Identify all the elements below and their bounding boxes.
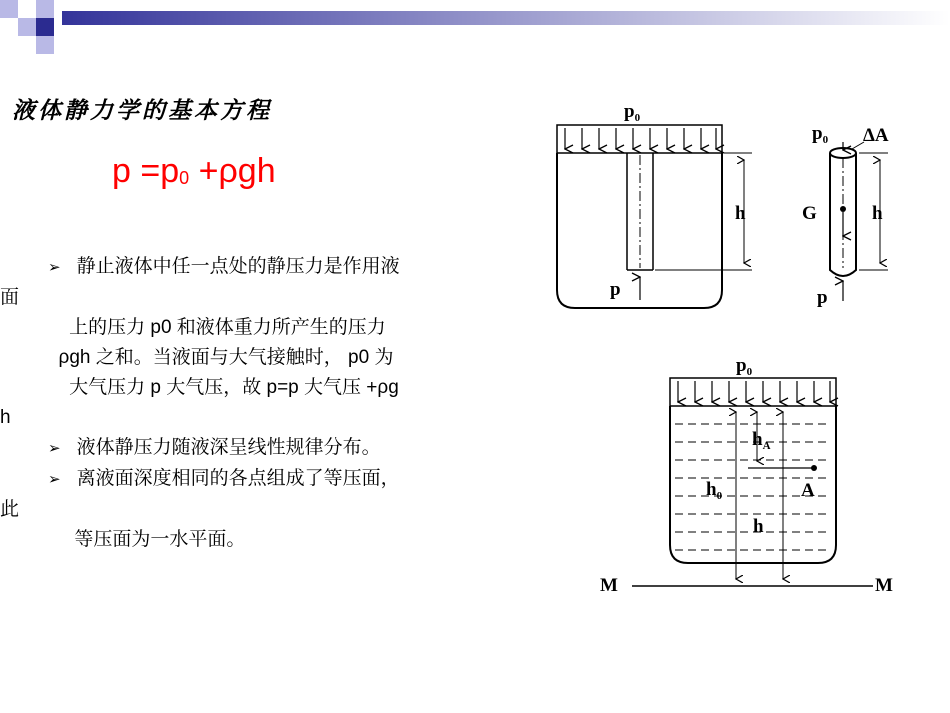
column-h-label: h bbox=[872, 203, 883, 224]
tank-two-h0-label: $h_0$ bbox=[706, 479, 723, 502]
tank-one-figure bbox=[557, 125, 752, 308]
tank-two-figure bbox=[632, 378, 873, 586]
column-p-label: p bbox=[817, 287, 828, 308]
pressure-formula: $p =p_0 +\rho gh$ bbox=[112, 152, 276, 190]
plane-m-left-label: M bbox=[600, 575, 618, 596]
column-delta-a-label: ΔA bbox=[863, 125, 889, 146]
tank-one-h-label: h bbox=[735, 203, 746, 224]
column-g-label: G bbox=[802, 203, 817, 224]
tank-two-ha-label: $h_A$ bbox=[752, 429, 771, 452]
slide-title: 液体静力学的基本方程 bbox=[12, 97, 272, 124]
tank-one-p-label: p bbox=[610, 279, 621, 300]
arrow-bullet-icon: ➢ bbox=[48, 259, 61, 276]
plane-m-right-label: M bbox=[875, 575, 893, 596]
point-a-label: A bbox=[801, 480, 815, 501]
tank-two-p0-label: $p_0$ bbox=[736, 355, 753, 378]
arrow-bullet-icon: ➢ bbox=[48, 440, 61, 457]
arrow-bullet-icon: ➢ bbox=[48, 471, 61, 488]
bullet-item: ➢ 液体静压力随液深呈线性规律分布。 bbox=[48, 437, 381, 458]
bullet-item: ➢ 静止液体中任一点处的静压力是作用液 面 上的压力 p0 和液体重力所产生的压力 ρgh 之和。当液面与大气接触时， p0 为 大气压力 p 大气压，故 p=p 大气压 +ρg h bbox=[0, 256, 400, 428]
tank-two-h-label: h bbox=[753, 516, 764, 537]
tank-one-p0-label: $p_0$ bbox=[624, 101, 641, 124]
bullet-item: ➢ 离液面深度相同的各点组成了等压面， 此 等压面为一水平面。 bbox=[0, 468, 400, 550]
column-p0-label: $p_0$ bbox=[812, 123, 829, 146]
